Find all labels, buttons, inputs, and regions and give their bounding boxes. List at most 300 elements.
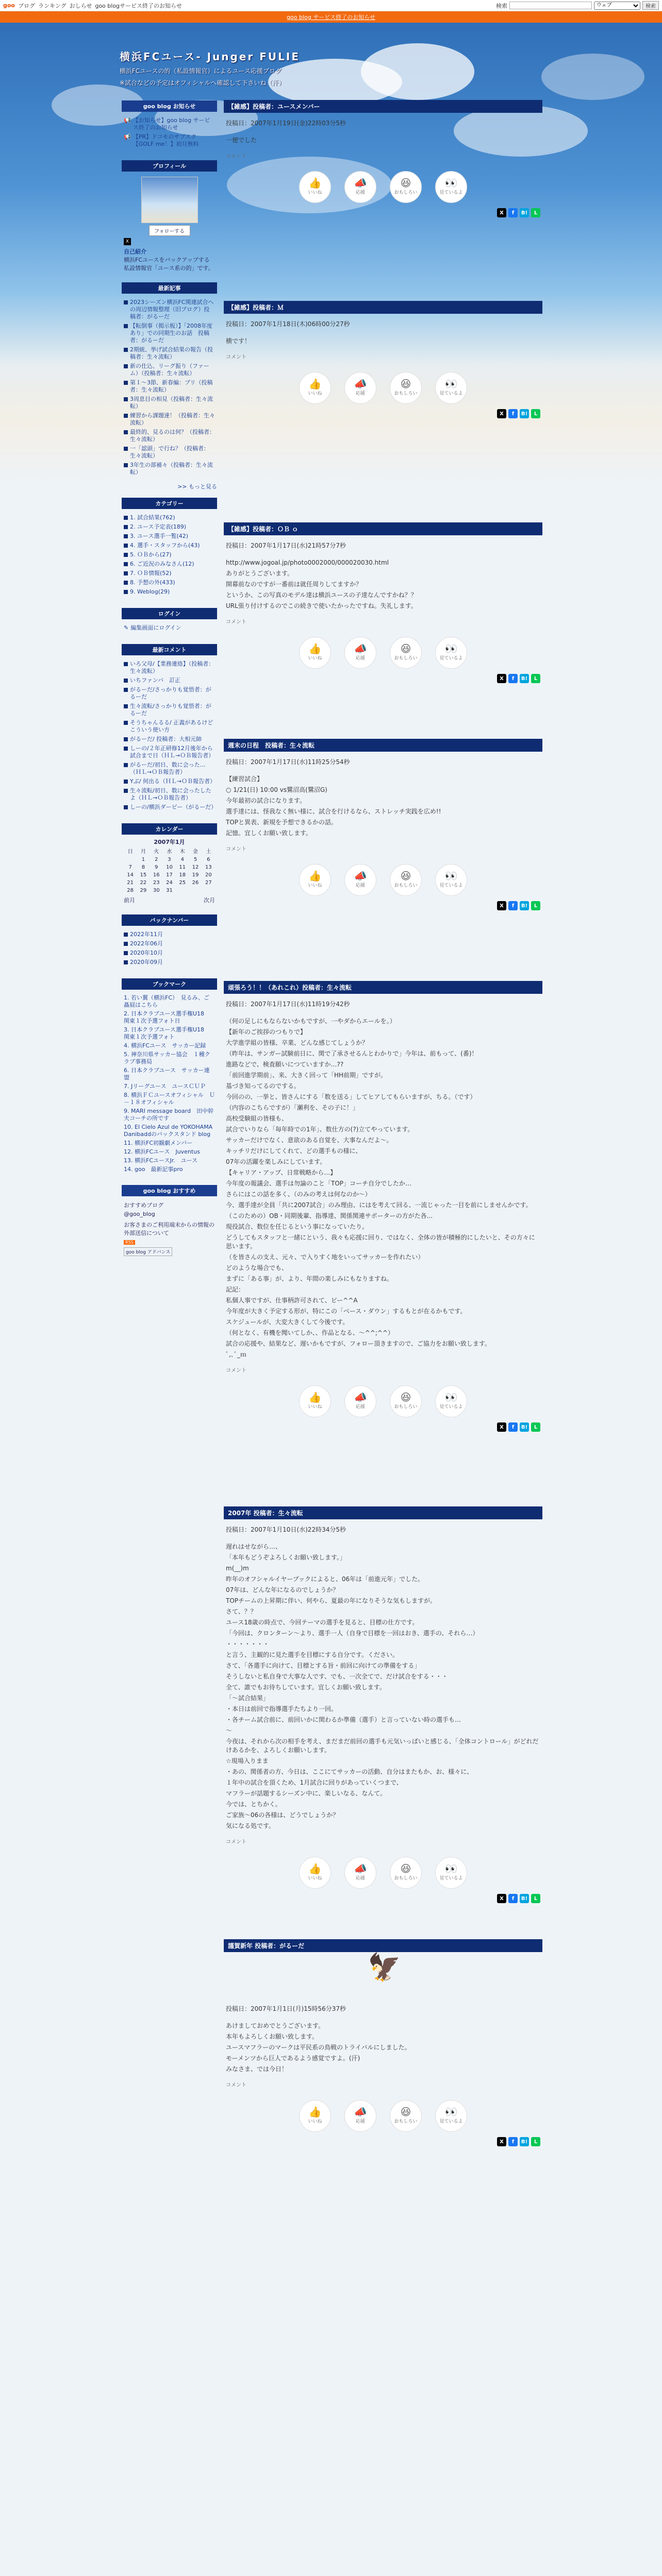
reaction-icon: 👍 (308, 377, 322, 390)
profile-text: 横浜FCユースをバックアップする私設情報官「ユース系の的」です。 (124, 257, 214, 272)
reaction-buttons (226, 2100, 540, 2132)
reaction-button[interactable] (299, 864, 331, 896)
notice-heading: goo blog お知らせ (122, 100, 217, 112)
entry-date: 投稿日：2007年1月1日(月)15時56分37秒 (226, 2005, 346, 2012)
reaction-icon: 👍 (308, 642, 322, 655)
category-item[interactable] (124, 551, 215, 558)
calendar-day[interactable]: 18 (179, 872, 186, 878)
recent-comment[interactable] (124, 804, 215, 811)
calendar-day[interactable]: 11 (179, 865, 186, 870)
reaction-button[interactable] (299, 1385, 331, 1417)
calendar-day[interactable] (202, 887, 215, 894)
entry-title[interactable]: 頑張ろう！！（あれこれ）投稿者：生々流転 (224, 981, 542, 994)
recent-article[interactable] (124, 462, 215, 476)
calendar-day[interactable] (189, 887, 202, 894)
reaction-button[interactable] (299, 637, 331, 669)
blog-entry (224, 1936, 542, 2153)
calendar-day[interactable]: 21 (127, 880, 134, 886)
reaction-label: いいね (308, 1875, 322, 1881)
search-scope-select[interactable] (594, 2, 640, 10)
entry-line: ☆現場入りまま (226, 1757, 269, 1765)
category-item-label: 8. 予想の外(433) (130, 579, 175, 586)
recent-article-label: 2期統、挙げ試合結果の報告（投稿者：生々流転） (130, 346, 213, 360)
entry-line: 試合でいりなら「毎年時での1年」、数仕方の(?)立てやっています。 (226, 1126, 414, 1133)
calendar-weekday: 土 (206, 849, 211, 855)
recent-comment[interactable] (124, 686, 215, 701)
line-share-icon[interactable]: L (531, 1894, 540, 1903)
entry-line: 【練習試合】 (226, 775, 263, 783)
backnumber-item[interactable] (124, 950, 215, 957)
bookmark-item[interactable]: 2. 日本クラブユース選手権U18 関東１次予選フォト日 (124, 1010, 210, 1024)
x-icon[interactable]: X (124, 238, 131, 245)
topbar-link-blog[interactable]: ブログ (18, 2, 35, 9)
category-item[interactable] (124, 542, 215, 549)
recent-article[interactable] (124, 412, 215, 427)
entry-body (224, 994, 542, 1438)
service-end-banner (0, 11, 662, 23)
reaction-button[interactable] (299, 1857, 331, 1889)
reaction-label: 見ているよ (439, 1875, 463, 1881)
backnumber-item-label: 2022年11月 (130, 931, 163, 938)
calendar-weekday: 木 (179, 849, 185, 855)
line-share-icon[interactable]: L (531, 674, 540, 683)
calendar-day[interactable]: 16 (153, 872, 160, 878)
bookmark-item[interactable]: 6. 日本クラブユース サッカー連盟 (124, 1067, 210, 1081)
x-share-icon[interactable]: X (497, 208, 506, 217)
backnumber-heading: バックナンバー (122, 914, 217, 926)
entry-line: 基づき知ってるのでする。 (226, 1082, 301, 1090)
topbar-link-notice[interactable]: おしらせ (69, 2, 92, 9)
topbar-link-ranking[interactable]: ランキング (38, 2, 67, 9)
entry-line: 横です！ (226, 337, 251, 345)
entry-date: 投稿日：2007年1月10日(水)22時34分5秒 (226, 1526, 346, 1533)
reaction-button[interactable] (435, 637, 467, 669)
reaction-label: 見ているよ (439, 2119, 463, 2124)
calendar-day[interactable]: 31 (166, 888, 173, 893)
bookmark-item[interactable]: 11. 横浜FC初観劇メンバー (124, 1140, 193, 1146)
bullet-icon (124, 590, 128, 594)
bookmark-item[interactable]: 12. 横浜FCユース Juventus (124, 1148, 200, 1155)
bullet-icon (124, 324, 128, 328)
goo-blog-x-link[interactable]: @goo_blog (124, 1211, 155, 1217)
calendar-day[interactable]: 10 (166, 865, 173, 870)
calendar-day[interactable]: 8 (141, 865, 145, 870)
entry-body (224, 314, 542, 425)
calendar-month: 2007年1月 (154, 839, 185, 845)
entry-line: １年中の試合を頂くため、1月試合に回りがあっていくつまで、 (226, 1779, 403, 1786)
reaction-icon: 👍 (308, 176, 322, 189)
reaction-button[interactable] (435, 2100, 467, 2132)
bullet-icon (124, 805, 128, 809)
recent-article[interactable] (124, 379, 215, 394)
category-item-label: 4. 選手・スタッフから(43) (130, 542, 200, 549)
recent-article[interactable] (124, 396, 215, 410)
reaction-button[interactable] (344, 2100, 376, 2132)
recent-more-link[interactable]: >> もっと見る (177, 483, 217, 490)
entry-line: 【キャリア・アップ、日常戦略から…】 (226, 1169, 337, 1176)
recent-comment[interactable] (124, 719, 215, 734)
x-share-icon[interactable]: X (497, 2137, 506, 2146)
entry-line: 「本年もどうぞよろしくお願い致します。」 (226, 1554, 346, 1561)
recent-comment-label: しーの/横浜ダービー（がるーだ） (130, 804, 217, 810)
reaction-button[interactable] (435, 372, 467, 404)
bullet-icon (124, 789, 128, 793)
facebook-share-icon[interactable]: f (508, 208, 518, 217)
calendar-day[interactable]: 9 (155, 865, 158, 870)
bullet-icon (124, 763, 128, 767)
category-box (122, 498, 217, 601)
category-item[interactable] (124, 579, 215, 586)
reaction-buttons (226, 637, 540, 669)
x-share-icon[interactable]: X (497, 1894, 506, 1903)
calendar-day[interactable]: 30 (153, 888, 160, 893)
recent-article[interactable] (124, 346, 215, 361)
bullet-icon (124, 662, 128, 666)
recent-article[interactable] (124, 363, 215, 377)
hatena-share-icon[interactable]: B! (520, 1422, 529, 1432)
calendar-day[interactable]: 29 (140, 888, 147, 893)
comment-link[interactable]: コメント (226, 154, 246, 159)
hatena-share-icon[interactable]: B! (520, 674, 529, 683)
reaction-icon: 😆 (400, 377, 411, 390)
entry-body (224, 752, 542, 917)
calendar-day[interactable]: 13 (205, 865, 212, 870)
topbar-link-end[interactable]: goo blogサービス終了のお知らせ (95, 2, 182, 9)
entry-title[interactable]: 【雑感】投稿者：ＯＢ ｏ (224, 522, 542, 535)
reaction-button[interactable] (344, 637, 376, 669)
x-share-icon[interactable]: X (497, 1422, 506, 1432)
share-buttons (226, 674, 540, 683)
entry-line: 一便でした (226, 137, 257, 144)
bullet-icon (124, 581, 128, 585)
entry-line: http://www.jogoal.jp/photo0002000/000020030.html (226, 559, 389, 566)
recent-article-label: 練習から課題達！（投稿者：生々流転） (130, 412, 215, 426)
bullet-icon (124, 300, 128, 304)
x-share-icon[interactable]: X (497, 409, 506, 418)
bullet-icon (124, 553, 128, 557)
recent-article[interactable] (124, 445, 215, 460)
recent-comment[interactable] (124, 761, 215, 776)
calendar-day[interactable]: 23 (153, 880, 160, 886)
reaction-label: 応援 (355, 190, 365, 195)
bookmark-item[interactable]: 1. 若い翼（横浜FC） 見るみ、ご贔屓はこちら (124, 994, 210, 1008)
calendar-day[interactable]: 26 (192, 880, 199, 886)
reaction-label: いいね (308, 2119, 322, 2124)
calendar-day[interactable]: 17 (166, 872, 173, 878)
hatena-share-icon[interactable]: B! (520, 901, 529, 910)
bullet-icon (124, 364, 128, 368)
bookmark-item[interactable]: 13. 横浜FCユースJr. ユース (124, 1157, 198, 1164)
backnumber-box (122, 914, 217, 971)
search-label: 検索 (496, 2, 507, 9)
line-share-icon[interactable]: L (531, 1422, 540, 1432)
reaction-icon: 👀 (444, 1391, 458, 1403)
reaction-button[interactable] (299, 2100, 331, 2132)
reaction-label: おもしろい (394, 190, 418, 195)
category-item[interactable] (124, 561, 215, 568)
reaction-button[interactable] (390, 171, 422, 203)
calendar-day[interactable]: 2 (155, 857, 158, 862)
entry-title[interactable]: 謹賀新年 投稿者：がるーだ (224, 1939, 542, 1952)
calendar-day[interactable]: 5 (193, 857, 197, 862)
backnumber-item-label: 2022年06月 (130, 940, 163, 947)
entry-line: 全て、誰でもお待ちしています。宜しくお願い致します。 (226, 1684, 386, 1691)
x-share-icon[interactable]: X (497, 901, 506, 910)
calendar-day[interactable]: 7 (128, 865, 132, 870)
bullet-icon (124, 679, 128, 683)
entry-title[interactable]: 週末の日程 投稿者：生々流転 (224, 739, 542, 752)
bullet-icon (124, 960, 128, 964)
entry-line: 記記： (226, 1286, 245, 1293)
entry-line: ユース18歳の時点で、今回テーマの選手を見ると、目標の仕方です。 (226, 1619, 419, 1626)
facebook-share-icon[interactable]: f (508, 409, 518, 418)
entry-line: 【新年のご挨拶のつもりで】 (226, 1028, 307, 1036)
reaction-button[interactable] (390, 372, 422, 404)
calendar-day[interactable]: 25 (179, 880, 186, 886)
entry-body (224, 535, 542, 689)
entry-line: ユースマフラーのマークは平民系の鳥戦のトライバルにしました。 (226, 2044, 411, 2051)
reaction-button[interactable] (390, 1857, 422, 1889)
calendar-day[interactable]: 19 (192, 872, 199, 878)
reaction-buttons (226, 1857, 540, 1889)
entry-line: あけましておめでとうございます。 (226, 2022, 325, 2029)
goo-advance-badge[interactable]: goo blog アドバンス (124, 1247, 172, 1256)
blog-title[interactable]: 横浜FCユース- Junger FULIE (120, 50, 300, 63)
bookmark-box (122, 978, 217, 1178)
search-button[interactable]: 検索 (642, 1, 659, 10)
calendar-day[interactable]: 3 (168, 857, 171, 862)
top-bar (0, 0, 662, 11)
entry-line: 〜 (226, 1727, 233, 1734)
entry-body (224, 1519, 542, 1909)
entry-line: 今では、とちかく。 (226, 1801, 282, 1808)
entry-title[interactable]: 2007年 投稿者：生々流転 (224, 1506, 542, 1519)
entry-line: さらにはこの話を多く、（のみの考えは何なのか〜） (226, 1191, 371, 1198)
calendar-day[interactable]: 28 (127, 888, 134, 893)
facebook-share-icon[interactable]: f (508, 901, 518, 910)
calendar-prev[interactable]: 前月 (124, 897, 135, 904)
category-item[interactable] (124, 523, 215, 531)
reaction-button[interactable] (390, 1385, 422, 1417)
bullet-icon (124, 721, 128, 725)
entry-line: ・本日は前回で指導選手たちより一回。 (226, 1705, 338, 1713)
main-content (224, 97, 542, 2153)
hatena-share-icon[interactable]: B! (520, 1894, 529, 1903)
recommend-blog-link[interactable]: おすすめブログ (124, 1202, 164, 1209)
reaction-button[interactable] (435, 171, 467, 203)
calendar-day[interactable]: 4 (180, 857, 184, 862)
hatena-share-icon[interactable]: B! (520, 208, 529, 217)
profile-avatar[interactable] (141, 177, 198, 223)
bullet-icon (124, 397, 128, 401)
recent-article[interactable] (124, 323, 215, 344)
entry-line: （昨年は、サンガー試験前日に、関で了承させるんとわかりで」今年は、前もって、(番)！ (226, 1050, 478, 1057)
bookmark-item[interactable]: 8. 横浜ＦＣユースオフィシャル Ｕ－１８オフィシャル (124, 1092, 216, 1106)
entry-line: 07年の活躍を楽しみにしています。 (226, 1158, 326, 1165)
reaction-button[interactable] (435, 864, 467, 896)
reaction-label: 見ているよ (439, 190, 463, 195)
recent-comment[interactable] (124, 703, 215, 717)
entry-line: （内容のこちらですが）「瀬利を、その子に！」 (226, 1104, 359, 1111)
share-buttons (226, 1422, 540, 1432)
reaction-button[interactable] (299, 171, 331, 203)
entry-line: というか、この写真のモデル達は横浜ユースの子達なんですかね？？ (226, 591, 417, 599)
category-item[interactable] (124, 533, 215, 540)
backnumber-item[interactable] (124, 959, 215, 966)
login-heading: ログイン (122, 608, 217, 619)
search-input[interactable] (509, 2, 592, 9)
reaction-icon: 👀 (444, 642, 458, 655)
recent-article-label: 最終的、見るのは何？（投稿者：生々流転） (130, 429, 215, 443)
reaction-icon: 👀 (444, 377, 458, 390)
notice-item[interactable]: 📢 【お知らせ】goo blog サービス終了のお知らせ (124, 117, 210, 131)
recent-article[interactable] (124, 429, 215, 443)
category-heading: カテゴリー (122, 498, 217, 509)
calendar-day[interactable]: 27 (205, 880, 212, 886)
recent-comment[interactable] (124, 660, 215, 675)
entry-line: みなさま、では今日！ (226, 2065, 288, 2073)
entry-title[interactable]: 【雑感】投稿者：ユースメンバー (224, 100, 542, 113)
category-item[interactable] (124, 514, 215, 521)
reaction-button[interactable] (344, 171, 376, 203)
recent-comment-label: がるーだ/さっかりも覚悟者：がるーだ (130, 686, 211, 700)
category-item-label: 9. Weblog(29) (130, 588, 170, 595)
reaction-button[interactable] (435, 1385, 467, 1417)
calendar-weekday: 火 (154, 849, 159, 855)
line-share-icon[interactable]: L (531, 409, 540, 418)
line-share-icon[interactable]: L (531, 208, 540, 217)
calendar-day[interactable]: 1 (141, 857, 145, 862)
calendar-day[interactable] (124, 856, 137, 863)
entry-date: 投稿日：2007年1月17日(水)21時57分7秒 (226, 542, 346, 549)
bookmark-item[interactable]: 7. Jリーグユース ユースＣＵＰ (124, 1083, 206, 1090)
blog-entry (224, 97, 542, 298)
line-share-icon[interactable]: L (531, 2137, 540, 2146)
service-end-link[interactable]: goo blog サービス終了のお知らせ (287, 14, 375, 21)
calendar-day[interactable]: 15 (140, 872, 147, 878)
entry-title[interactable]: 【雑感】投稿者：Ｍ (224, 301, 542, 314)
entry-line: 今年度の報議会、選手は勿論のこと「TOP」コーチ自分でしたか… (226, 1180, 412, 1187)
category-item-label: 6. ご近況のみなさん(12) (130, 561, 194, 567)
calendar-day[interactable]: 20 (205, 872, 212, 878)
category-item[interactable] (124, 570, 215, 577)
calendar-next[interactable]: 次月 (204, 897, 215, 904)
bullet-icon (124, 951, 128, 955)
calendar-day[interactable] (176, 887, 189, 894)
line-share-icon[interactable]: L (531, 901, 540, 910)
calendar-day[interactable]: 12 (192, 865, 199, 870)
recent-article-label: 3周息目の相見（投稿者：生々流転） (130, 396, 213, 410)
notice-item[interactable]: 📢 【PR】ドコモのサブスク【GOLF me！】初月無料 (124, 133, 199, 147)
facebook-share-icon[interactable]: f (508, 674, 518, 683)
category-item-label: 1. 試合結果(762) (130, 514, 175, 521)
rss-icon[interactable]: RSS (124, 1240, 135, 1245)
reaction-button[interactable] (390, 2100, 422, 2132)
facebook-share-icon[interactable]: f (508, 1894, 518, 1903)
reaction-button[interactable] (390, 864, 422, 896)
hatena-share-icon[interactable]: B! (520, 409, 529, 418)
reaction-label: 見ているよ (439, 391, 463, 396)
follow-button[interactable]: フォローする (149, 225, 190, 236)
backnumber-item[interactable] (124, 940, 215, 947)
hatena-share-icon[interactable]: B! (520, 2137, 529, 2146)
entry-line: （何となく、有機を聞いてしか、、作品となる、～^^;^^） (226, 1329, 394, 1336)
entry-line: さて、？？ (226, 1608, 257, 1615)
entry-line: 選手達には、怪我なく無い様に、試合を行けるなら、ストレッチ実践を広め!! (226, 808, 441, 815)
comment-link[interactable]: コメント (226, 1368, 246, 1374)
reaction-label: 応援 (355, 1404, 365, 1410)
facebook-share-icon[interactable]: f (508, 2137, 518, 2146)
comment-link[interactable]: コメント (226, 1839, 246, 1845)
reaction-button[interactable] (435, 1857, 467, 1889)
reaction-button[interactable] (344, 1385, 376, 1417)
comment-link[interactable]: コメント (226, 846, 246, 852)
login-link[interactable]: ✎ 編集画面にログイン (124, 624, 181, 631)
entry-line: サッカーだけでなく、意欲のある自覚を、大事なんだよ～。 (226, 1137, 393, 1144)
reaction-button[interactable] (390, 637, 422, 669)
external-info-text[interactable]: お客さまのご利用端末からの情報の外部送信について (124, 1222, 214, 1236)
goo-logo[interactable]: goo (3, 2, 15, 9)
bookmark-item[interactable]: 4. 横浜FCユース サッカー記録 (124, 1042, 206, 1049)
bookmark-item[interactable]: 5. 神奈川県サッカー協会 １種クラブ事務局 (124, 1051, 210, 1065)
blog-description: 横浜FCユースの的（私設情報官）によるユース応援ブログ (120, 67, 282, 75)
x-share-icon[interactable]: X (497, 674, 506, 683)
category-item[interactable] (124, 588, 215, 596)
reaction-button[interactable] (344, 1857, 376, 1889)
bookmark-item[interactable]: 14. goo 最新記事pro (124, 1166, 183, 1173)
calendar-day[interactable]: 6 (207, 857, 210, 862)
reaction-icon: 👍 (308, 1862, 322, 1875)
bullet-icon (124, 779, 128, 784)
comment-link[interactable]: コメント (226, 354, 246, 360)
reaction-button[interactable] (299, 372, 331, 404)
calendar-day[interactable]: 24 (166, 880, 173, 886)
calendar-day[interactable]: 22 (140, 880, 147, 886)
reaction-button[interactable] (344, 372, 376, 404)
facebook-share-icon[interactable]: f (508, 1422, 518, 1432)
reaction-button[interactable] (344, 864, 376, 896)
reaction-icon: 👍 (308, 1391, 322, 1403)
calendar-day[interactable]: 14 (127, 872, 134, 878)
notice-box (122, 100, 217, 153)
comment-link[interactable]: コメント (226, 619, 246, 625)
bookmark-item[interactable]: 10. El Cielo Azul de YOKOHAMA Danibaddのバックスタンド blog (124, 1124, 219, 1138)
reaction-icon: 📣 (354, 176, 367, 189)
backnumber-item-label: 2020年09月 (130, 959, 163, 965)
recent-comment[interactable] (124, 745, 215, 759)
reaction-label: 見ているよ (439, 1404, 463, 1410)
calendar-box (122, 823, 217, 907)
megaphone-icon: 📢 (124, 117, 131, 124)
bookmark-item[interactable]: 3. 日本クラブユース選手権U18 関東１次予選フォト (124, 1026, 210, 1040)
entry-line: 遅れはせながら…、 (226, 1543, 282, 1550)
comment-link[interactable]: コメント (226, 2082, 246, 2088)
bookmark-item[interactable]: 9. MARI message board 田中幹夫コーチの所です (124, 1108, 214, 1122)
entry-line: どうしてもスタッフと一緒にという、我々も応援に回り、ではなく、全体の皆が積極的にしたいと、その方々に思います。 (226, 1234, 535, 1250)
recent-comment[interactable] (124, 677, 215, 684)
reaction-icon: 😆 (400, 176, 411, 189)
backnumber-item[interactable] (124, 931, 215, 938)
recent-comment[interactable] (124, 787, 215, 802)
recent-article[interactable] (124, 299, 215, 320)
entry-line: 高校受験組の皆様も、 (226, 1115, 288, 1122)
goo-recommend-heading: goo blog おすすめ (122, 1185, 217, 1196)
reaction-label: 応援 (355, 883, 365, 888)
reaction-label: 応援 (355, 2119, 365, 2124)
recent-comment[interactable] (124, 778, 215, 785)
recent-comment[interactable] (124, 736, 215, 743)
entry-date: 投稿日：2007年1月19日(金)22時03分5秒 (226, 120, 346, 127)
